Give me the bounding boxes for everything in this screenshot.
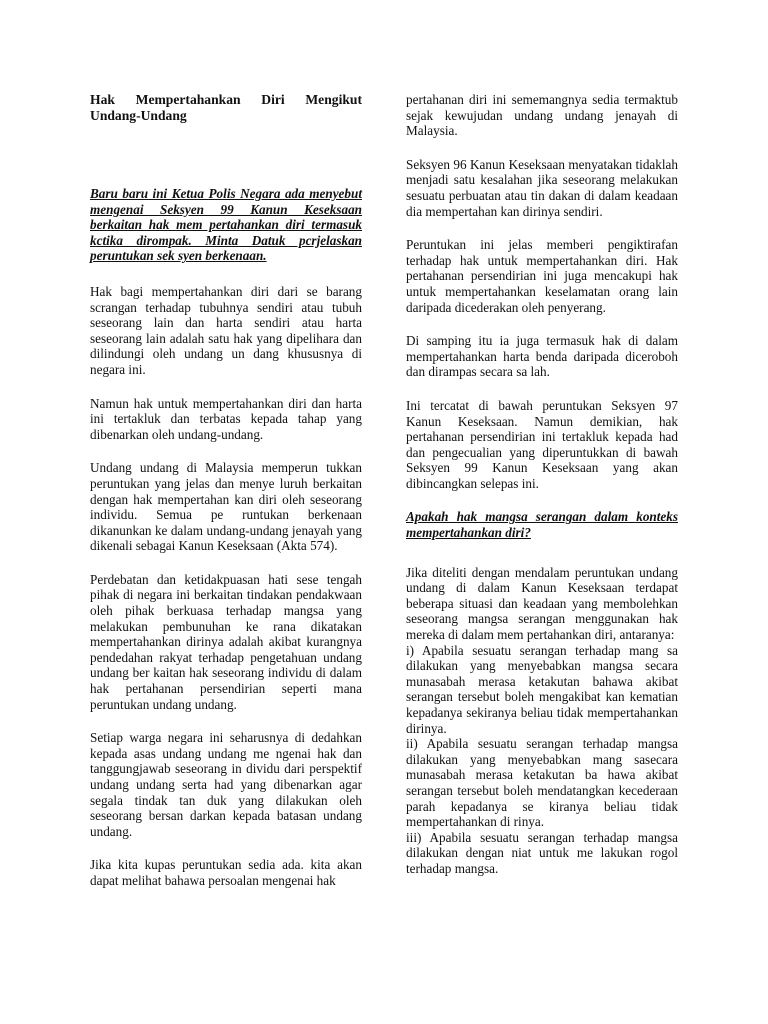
left-column	[90, 92, 362, 907]
paragraph: Ini tercatat di bawah peruntukan Seksyen 97 Kanun Keseksaan. Namun demikian, hak pertahanan persendirian ini tertakluk kepada had dan pengecualian yang diperuntukkan di bawah Seksyen 99 Kanun Keseksaan yang akan dibincangkan selepas ini.	[406, 397, 678, 491]
article-title: Hak Mempertahankan Diri Mengikut Undang-Undang	[90, 92, 362, 123]
section-heading: Apakah hak mangsa serangan dalam konteks mempertahankan diri?	[406, 509, 678, 541]
paragraph: Undang undang di Malaysia memperun tukkan peruntukan yang jelas dan menye luruh berkaitan dengan hak mempertahan kan diri oleh seseorang individu. Semua pe runtukan berkenaan dikanunkan ke dalam undang-undang jenayah yang dikenali sebagai Kanun Keseksaan (Akta 574).	[90, 460, 362, 554]
list-item: i) Apabila sesuatu serangan terhadap mang sa dilakukan yang menyebabkan mangsa secara munasabah merasa ketakutan bahawa akibat serangan tersebut boleh mengakibat kan kematian kepadanya sekiranya beliau tidak mempertahankan dirinya.	[406, 642, 678, 736]
paragraph: Perdebatan dan ketidakpuasan hati sese tengah pihak di negara ini berkaitan tindakan pendakwaan oleh pihak berkuasa terhadap mangsa yang melakukan pembunuhan ke rana dikatakan mempertahankan dirinya adalah akibat kurangnya pendedahan rakyat terhadap pengetahuan undang undang ber kaitan hak seseorang individu di dalam hak pertahanan persendirian seperti mana peruntukan undang undang.	[90, 571, 362, 712]
lead-question: Baru baru ini Ketua Polis Negara ada menyebut mengenai Seksyen 99 Kanun Keseksaan berkaitan hak mem pertahankan diri termasuk kctika dirompak. Minta Datuk pcrjelaskan peruntukan sek syen berkenaan.	[90, 186, 362, 264]
paragraph: Di samping itu ia juga termasuk hak di dalam mempertahankan harta benda daripada diceroboh dan dirampas secara sa lah.	[406, 333, 678, 380]
paragraph: Jika kita kupas peruntukan sedia ada. kita akan dapat melihat bahawa persoalan mengenai hak	[90, 857, 362, 888]
list-intro: Jika diteliti dengan mendalam peruntukan undang undang di dalam Kanun Keseksaan terdapat beberapa situasi dan keadaan yang membolehkan seseorang mangsa serangan menggunakan hak mereka di dalam mem pertahankan diri, antaranya:	[406, 564, 678, 643]
paragraph: Hak bagi mempertahankan diri dari se barang scrangan terhadap tubuhnya sendiri atau tubuh seseorang lain dan harta sendiri atau harta seseorang lain adalah satu hak yang dipelihara dan dilindungi oleh undang un dang khususnya di negara ini.	[90, 283, 362, 377]
paragraph: Seksyen 96 Kanun Keseksaan menyatakan tidaklah menjadi satu kesalahan jika seseorang melakukan sesuatu perbuatan atau tin dakan di dalam keadaan dia mempertahan kan dirinya sendiri.	[406, 156, 678, 219]
list-item: iii) Apabila sesuatu serangan terhadap mangsa dilakukan dengan niat untuk me lakukan rogol terhadap mangsa.	[406, 829, 678, 876]
paragraph: Setiap warga negara ini seharusnya di dedahkan kepada asas undang undang me ngenai hak dan tanggungjawab seseorang in dividu dari perspektif undang undang serta had yang dibenarkan agar segala tindak tan duk yang dilakukan oleh seseorang bersan darkan kepada batasan undang undang.	[90, 730, 362, 839]
list-item: ii) Apabila sesuatu serangan terhadap mangsa dilakukan yang menyebabkan mang sasecara munasabah merasa ketakutan ba hawa akibat serangan tersebut boleh mendatangkan kecederaan parah kepadanya se kiranya beliau tidak mempertahankan di rinya.	[406, 736, 678, 830]
right-column	[406, 92, 678, 877]
paragraph: Namun hak untuk mempertahankan diri dan harta ini tertakluk dan terbatas kepada tahap yang dibenarkan oleh undang-undang.	[90, 395, 362, 442]
paragraph: Peruntukan ini jelas memberi pengiktirafan terhadap hak untuk mempertahankan diri. Hak pertahanan persendirian ini juga mencakupi hak untuk mempertahankan keselamatan orang lain daripada dicederakan oleh penyerang.	[406, 237, 678, 315]
paragraph: pertahanan diri ini sememangnya sedia termaktub sejak kewujudan undang undang jenayah di Malaysia.	[406, 92, 678, 139]
